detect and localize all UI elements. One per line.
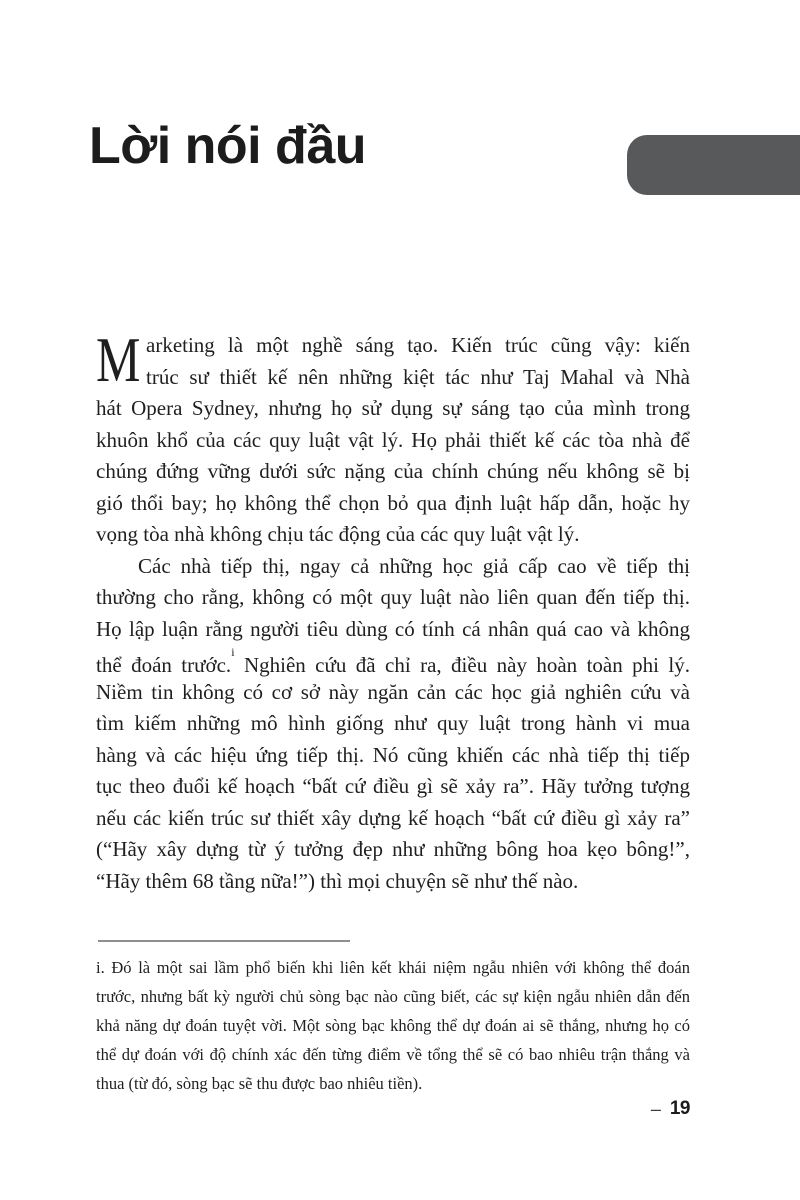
paragraph-line: khuôn khổ của các quy luật vật lý. Họ phải thiết kế các tòa nhà để [96,427,690,452]
paragraph-line: thường cho rằng, không có một quy luật nào liên quan đến tiếp thị. [96,585,690,609]
paragraph-line: tục theo đuổi kế hoạch “bất cứ điều gì sẽ xảy ra”. Hãy tưởng tượng [96,774,690,798]
page-number-dash: – [650,1098,661,1119]
drop-cap: M [96,324,141,395]
paragraph-line: arketing là một nghề sáng tạo. Kiến trúc cũng vậy: kiến [146,333,690,357]
line-text: thể đoán trước. [96,653,232,677]
paragraph-line: nếu các kiến trúc sư thiết xây dựng kế hoạch “bất cứ điều gì xảy ra” [96,805,690,830]
paragraph-line: hát Opera Sydney, nhưng họ sử dụng sự sáng tạo của mình trong [96,396,690,420]
paragraph-line: Niềm tin không có cơ sở này ngăn cản các học giả nghiên cứu và [96,679,690,704]
paragraph-line-with-footnote-marker [96,645,690,677]
footnote-line: khả năng dự đoán tuyệt vời. Một sòng bạc không thể dự đoán ai sẽ thắng, nhưng họ có [96,1016,690,1035]
paragraph-line: (“Hãy xây dựng từ ý tưởng đẹp như những bông hoa kẹo bông!”, [96,837,690,861]
footnote-marker: i [231,645,235,659]
footnote [96,953,690,1098]
paragraph-line: vọng tòa nhà không chịu tác động của các quy luật vật lý. [96,522,580,546]
footnote-line: thua (từ đó, sòng bạc sẽ thu được bao nhiêu tiền). [96,1074,423,1093]
footnote-line: trước, nhưng bất kỳ người chủ sòng bạc nào cũng biết, các sự kiện ngẫu nhiên dẫn đến [96,987,690,1006]
line-text: Nghiên cứu đã chỉ ra, điều này hoàn toàn phi lý. [234,653,690,677]
paragraph-line: gió thổi bay; họ không thể chọn bỏ qua định luật hấp dẫn, hoặc hy [96,490,690,515]
page-number [651,1099,690,1118]
paragraph-line: tìm kiếm những mô hình giống như quy luật trong hành vi mua [96,711,690,735]
page-number-value: 19 [669,1098,690,1119]
footnote-separator [98,940,350,942]
chapter-title: Lời nói đầu [89,117,366,175]
body-text [96,324,690,897]
paragraph-line: chúng đứng vững dưới sức nặng của chính chúng nếu không sẽ bị [96,459,690,483]
paragraph-line: trúc sư thiết kế nên những kiệt tác như Taj Mahal và Nhà [146,364,690,389]
paragraph-line: hàng và các hiệu ứng tiếp thị. Nó cũng khiến các nhà tiếp thị tiếp [96,742,690,767]
chapter-edge-tab [627,135,800,195]
footnote-line: thể dự đoán với độ chính xác đến từng điểm về tổng thể sẽ có bao nhiêu trận thắng và [96,1045,690,1064]
footnote-line: i. Đó là một sai lầm phổ biến khi liên kết khái niệm ngẫu nhiên với không thể đoán [96,958,690,977]
paragraph-line: “Hãy thêm 68 tầng nữa!”) thì mọi chuyện sẽ như thế nào. [96,868,579,893]
paragraph-line: Các nhà tiếp thị, ngay cả những học giả cấp cao về tiếp thị [138,553,690,578]
paragraph-line: Họ lập luận rằng người tiêu dùng có tính cá nhân quá cao và không [96,616,690,641]
